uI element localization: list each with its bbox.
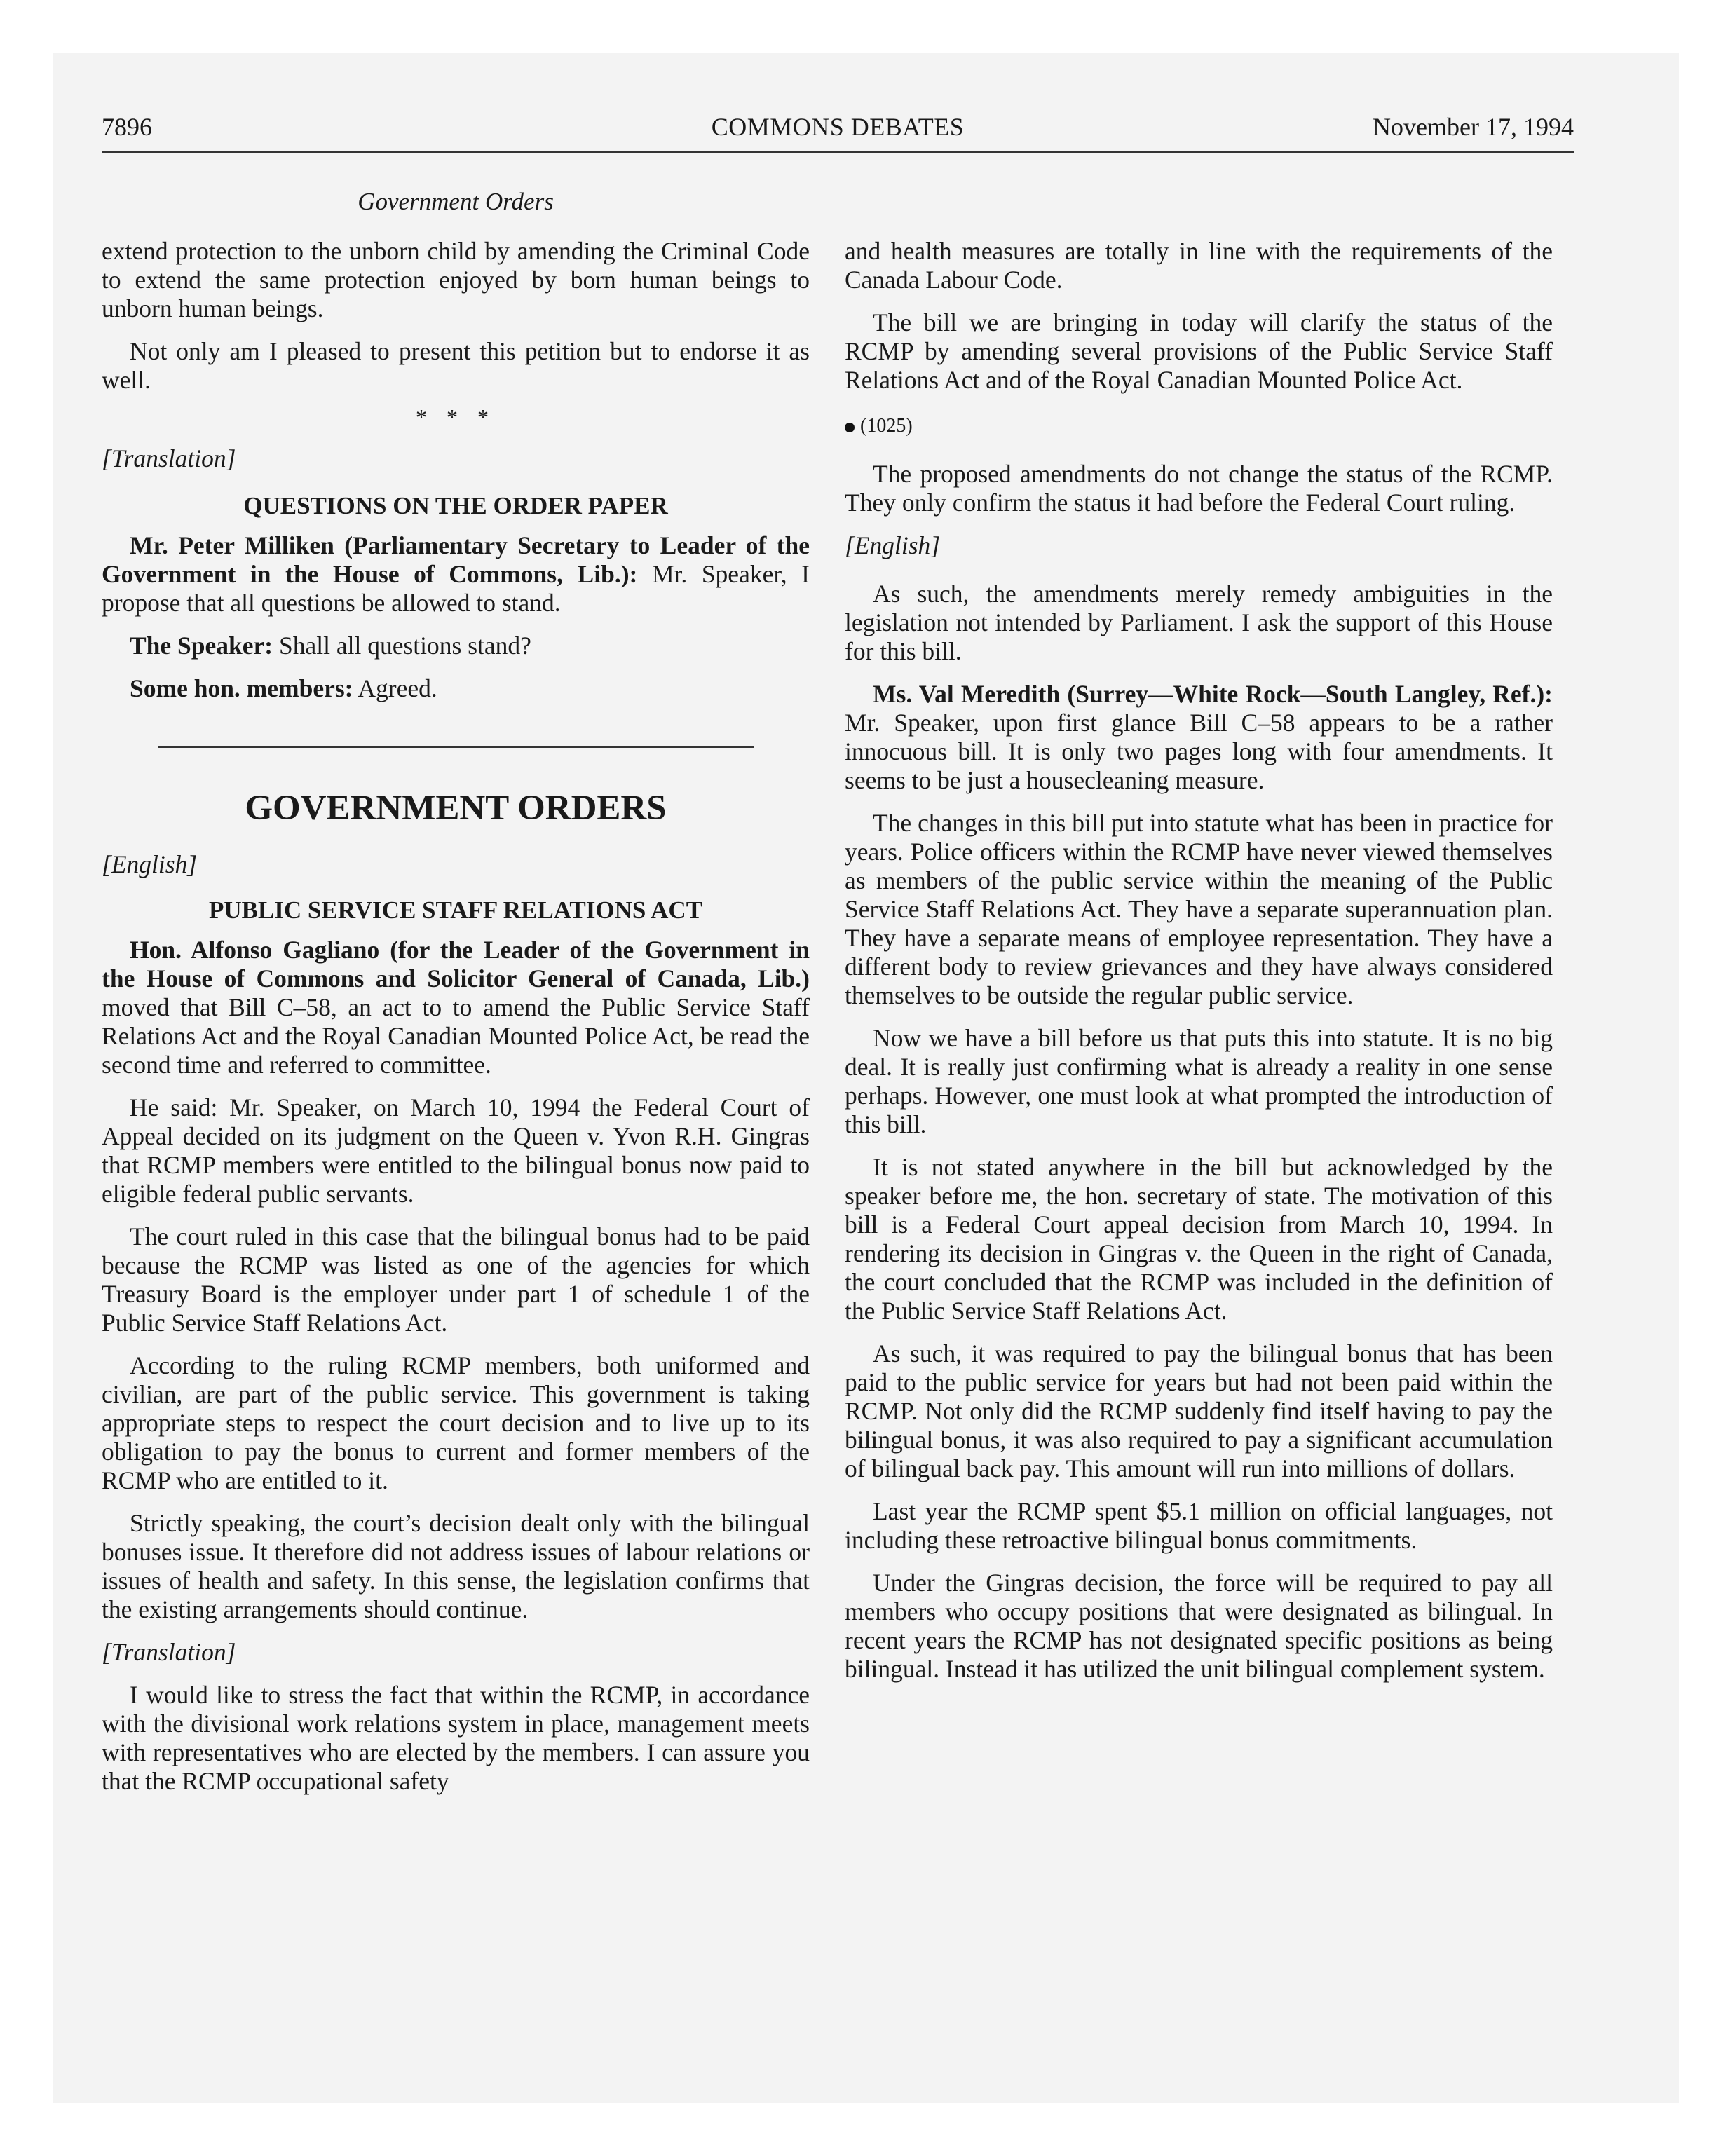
speech-text: Mr. Speaker, I propose that all questions be allowed to stand. [102,560,810,617]
paragraph: Now we have a bill before us that puts this into statute. It is no big deal. It is really just confirming what is already a reality in one sense perhaps. However, one must look at what prompted the introduction of this bill. [845,1024,1553,1138]
speaker-name: Hon. Alfonso Gagliano (for the Leader of the Government in the House of Commons and Solicitor General of Canada, Lib.) [102,936,810,992]
paragraph: As such, it was required to pay the bilingual bonus that has been paid to the public service for years but had not been paid within the RCMP. Not only did the RCMP suddenly find itself having to pay the bilingual bonus, it was also required to pay a significant accumulation of bilingual back pay. This amount will run into millions of dollars. [845,1339,1553,1482]
speaker-name: The Speaker: [130,632,273,660]
header-rule [102,151,1574,153]
speech-text: Mr. Speaker, upon first glance Bill C–58 appears to be a rather innocuous bill. It is only two pages long with four amendments. It seems to be just a housecleaning measure. [845,709,1553,794]
paragraph: The bill we are bringing in today will clarify the status of the RCMP by amending several provisions of the Public Service Staff Relations Act and of the Royal Canadian Mounted Police Act. [845,308,1553,394]
timestamp-text: (1025) [860,415,913,437]
page-number: 7896 [102,113,152,141]
running-head: Government Orders [358,188,554,215]
paragraph: I would like to stress the fact that within the RCMP, in accordance with the divisional work relations system in place, management meets with representatives who are elected by the members. I can assure you that the RCMP occupational safety [102,1681,810,1795]
section-rule [158,746,754,748]
paragraph: Under the Gingras decision, the force will be required to pay all members who occupy positions that were designated as bilingual. In recent years the RCMP has not designated specific positions as being bilingual. Instead it has utilized the unit bilingual complement system. [845,1569,1553,1683]
paragraph: As such, the amendments merely remedy ambiguities in the legislation not intended by Parliament. I ask the support of this House for this bill. [845,580,1553,665]
timestamp [845,411,1553,440]
section-heading: PUBLIC SERVICE STAFF RELATIONS ACT [208,896,703,924]
publication-date: November 17, 1994 [1373,113,1574,141]
language-tag: [Translation] [102,1638,236,1666]
language-tag: [English] [102,850,198,878]
speech-paragraph [102,936,810,1079]
paragraph: The court ruled in this case that the bilingual bonus had to be paid because the RCMP was listed as one of the agencies for which Treasury Board is the employer under part 1 of schedule 1 of the Public Service Staff Relations Act. [102,1222,810,1337]
page-header [102,112,1574,154]
speech-paragraph [102,632,810,660]
speech-text: Agreed. [353,674,437,702]
paragraph: According to the ruling RCMP members, both uniformed and civilian, are part of the public service. This government is taking appropriate steps to respect the court decision and to live up to its obligation to pay the bonus to current and former members of the RCMP who are entitled to it. [102,1351,810,1494]
speech-text: moved that Bill C–58, an act to to amend the Public Service Staff Relations Act and the Royal Canadian Mounted Police Act, be read the second time and referred to committee. [102,993,810,1079]
left-column [102,237,810,1796]
paragraph: and health measures are totally in line with the requirements of the Canada Labour Code. [845,237,1553,294]
speaker-name: Mr. Peter Milliken (Parliamentary Secretary to Leader of the Government in the House of Commons, Lib.): [102,531,810,588]
publication-title: COMMONS DEBATES [711,113,965,141]
paragraph: Strictly speaking, the court’s decision dealt only with the bilingual bonuses issue. It therefore did not address issues of labour relations or issues of health and safety. In this sense, the legislation confirms that the existing arrangements should continue. [102,1509,810,1623]
bullet-icon [845,423,855,432]
language-tag: [Translation] [102,444,236,472]
language-tag: [English] [845,531,941,559]
speech-paragraph [102,674,810,703]
paragraph: extend protection to the unborn child by amending the Criminal Code to extend the same protection enjoyed by born human beings to unborn human beings. [102,237,810,322]
major-heading: GOVERNMENT ORDERS [245,789,667,828]
speech-paragraph [845,680,1553,795]
section-separator: * * * [416,404,496,430]
speaker-name: Some hon. members: [130,674,353,702]
speech-paragraph [102,531,810,618]
paragraph: Not only am I pleased to present this petition but to endorse it as well. [102,337,810,394]
speech-text: Shall all questions stand? [273,632,531,660]
section-heading: QUESTIONS ON THE ORDER PAPER [243,492,668,519]
paragraph: It is not stated anywhere in the bill but acknowledged by the speaker before me, the hon. secretary of state. The motivation of this bill is a Federal Court appeal decision from March 10, 1994. In rendering its decision in Gingras v. the Queen in the right of Canada, the court concluded that the RCMP was included in the definition of the Public Service Staff Relations Act. [845,1153,1553,1325]
paragraph: Last year the RCMP spent $5.1 million on official languages, not including these retroactive bilingual bonus commitments. [845,1497,1553,1554]
paragraph: The proposed amendments do not change the status of the RCMP. They only confirm the status it had before the Federal Court ruling. [845,460,1553,517]
speaker-name: Ms. Val Meredith (Surrey—White Rock—South Langley, Ref.): [873,680,1553,708]
paragraph: The changes in this bill put into statute what has been in practice for years. Police officers within the RCMP have never viewed themselves as members of the public service within the meaning of the Public Service Staff Relations Act. They have a separate superannuation plan. They have a separate means of employee representation. They have a different body to review grievances and they have always considered themselves to be outside the regular public service. [845,809,1553,1009]
paragraph: He said: Mr. Speaker, on March 10, 1994 the Federal Court of Appeal decided on its judgment on the Queen v. Yvon R.H. Gingras that RCMP members were entitled to the bilingual bonus now paid to eligible federal public servants. [102,1093,810,1208]
right-column [845,237,1553,1684]
